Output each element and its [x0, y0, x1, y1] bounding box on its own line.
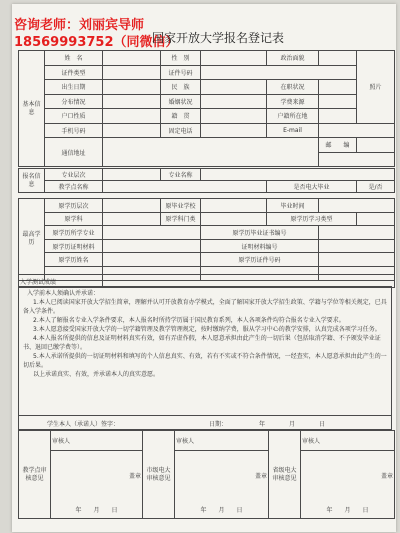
field-prev-major[interactable]	[103, 226, 201, 240]
province-year: 年	[326, 506, 333, 514]
field-prev-cert-no[interactable]	[319, 226, 395, 240]
label-prev-school: 原毕业学校	[161, 199, 201, 213]
center-date	[51, 501, 143, 519]
label-prev-subject: 原学科	[45, 212, 103, 226]
field-employed[interactable]	[319, 80, 357, 95]
label-id-type: 证件类型	[45, 65, 103, 80]
label-prev-study-type: 原学历学习类型	[267, 212, 357, 226]
field-major[interactable]	[201, 169, 395, 181]
province-reviewer[interactable]: 审核人	[301, 431, 395, 451]
apply-info-table	[18, 168, 395, 193]
label-address: 通信地址	[45, 138, 103, 167]
field-dist[interactable]	[103, 94, 161, 109]
notes-item-2: 2.本人了解报名专业入学条件要求，本人报名时所持学历属于国民教育系列，本人各项条件均符合报名专业入学要求。	[33, 317, 345, 324]
field-blank[interactable]	[319, 152, 395, 167]
label-dist: 分布情况	[45, 94, 103, 109]
center-month: 月	[93, 506, 100, 514]
center-year: 年	[75, 506, 82, 514]
center-day: 日	[111, 506, 118, 514]
notes-item-6: 以上承诺真实、有效，并承诺本人的真实意愿。	[33, 371, 160, 378]
field-is-ouc-grad[interactable]: 是/否	[357, 181, 395, 193]
registration-form-paper	[12, 4, 396, 532]
label-prev-category: 原学科门类	[161, 212, 201, 226]
province-day: 日	[362, 506, 369, 514]
watermark-consultant: 咨询老师：刘丽宾导师	[14, 18, 145, 33]
city-reviewer[interactable]: 审核人	[175, 431, 269, 451]
label-ethnicity: 民 族	[161, 80, 201, 95]
field-study-center[interactable]	[103, 181, 267, 193]
field-prev-level[interactable]	[103, 199, 161, 213]
label-email: E-mail	[267, 123, 319, 138]
form-title: 国家开放大学报名登记表	[152, 31, 285, 45]
city-seal: 盖章	[175, 451, 269, 501]
field-email[interactable]	[319, 123, 395, 138]
notes-item-5: 5.本人承诺所提供的一切证明材料和填写的个人信息真实、有效，若有不实或不符合条件情况，一经查实，本人愿意承担由此产生的一切后果。	[23, 353, 387, 369]
label-entrance-score: 入学测试成绩	[19, 275, 103, 288]
education-table	[18, 198, 395, 281]
label-grad-time: 毕业时间	[267, 199, 319, 213]
field-politics[interactable]	[319, 51, 357, 66]
label-politics: 政治面貌	[267, 51, 319, 66]
review-table	[18, 430, 395, 519]
label-level: 专业层次	[45, 169, 103, 181]
section-apply-info: 报名信息	[19, 169, 45, 193]
field-prev-subject[interactable]	[103, 212, 161, 226]
province-seal: 盖章	[301, 451, 395, 501]
notes-item-4: 4.本人报名所提供的信息及证明材料真实有效，如有弄虚作假，本人愿意承担由此产生的一切后果（包括取消学籍、不予颁发毕业证书、退回已缴学费等）。	[23, 335, 381, 351]
field-name[interactable]	[103, 51, 161, 66]
label-prev-major: 原学历所学专业	[45, 226, 103, 240]
label-proof-no: 证明材料编号	[201, 239, 319, 253]
field-ethnicity[interactable]	[201, 80, 267, 95]
field-prev-category[interactable]	[201, 212, 267, 226]
field-id-type[interactable]	[103, 65, 161, 80]
label-is-ouc-grad: 是否电大毕业	[267, 181, 357, 193]
section-edu-info: 最高学历	[19, 199, 45, 281]
signature-year: 年	[259, 421, 266, 428]
signature-day: 日	[319, 421, 326, 428]
basic-info-table	[18, 50, 395, 167]
field-gender[interactable]	[201, 51, 267, 66]
label-center-review: 教学点审核意见	[19, 431, 51, 519]
label-city-review: 市级电大审核意见	[143, 431, 175, 519]
field-prev-school[interactable]	[201, 199, 267, 213]
center-seal: 盖章	[51, 451, 143, 501]
commitment-notes	[18, 286, 392, 416]
label-prev-cert-no: 原学历毕业证书编号	[201, 226, 319, 240]
label-study-center: 教学点名称	[45, 181, 103, 193]
city-year: 年	[200, 506, 207, 514]
label-major: 专业名称	[161, 169, 201, 181]
field-student-source[interactable]	[319, 94, 357, 109]
signature-row	[18, 416, 392, 430]
city-month: 月	[218, 506, 225, 514]
field-hukou[interactable]	[103, 109, 161, 124]
signature-label: 学生本人（承诺人）签字：	[47, 421, 120, 428]
label-marital: 婚姻状况	[161, 94, 201, 109]
section-basic-info: 基本信息	[19, 51, 45, 167]
city-date	[175, 501, 269, 519]
photo-box[interactable]: 照片	[357, 51, 395, 124]
watermark-phone: 18569993752（同微信）	[14, 35, 179, 50]
label-mobile: 手机号码	[45, 123, 103, 138]
signature-month: 月	[289, 421, 296, 428]
label-prev-proof: 原学历证明材料	[45, 239, 103, 253]
center-reviewer[interactable]: 审核人	[51, 431, 143, 451]
label-prev-cert-id: 原学历证件号码	[201, 253, 319, 267]
label-gender: 性 别	[161, 51, 201, 66]
city-day: 日	[236, 506, 243, 514]
label-prev-level: 原学历层次	[45, 199, 103, 213]
field-birth-date[interactable]	[103, 80, 161, 95]
label-postcode: 邮 编	[319, 138, 357, 153]
label-id-number: 证件号码	[161, 65, 201, 80]
field-id-number[interactable]	[201, 65, 357, 80]
label-phone: 固定电话	[161, 123, 201, 138]
field-mobile[interactable]	[103, 123, 161, 138]
label-hukou: 户口性质	[45, 109, 103, 124]
field-proof-no[interactable]	[319, 239, 395, 253]
notes-header: 入学前本人须确认并承诺：	[27, 290, 100, 297]
field-address[interactable]	[103, 138, 319, 167]
label-prev-name: 原学历姓名	[45, 253, 103, 267]
field-hukou-location[interactable]	[319, 109, 357, 124]
label-hukou-location: 户籍所在地	[267, 109, 319, 124]
label-name: 姓 名	[45, 51, 103, 66]
field-phone[interactable]	[201, 123, 267, 138]
signature-date-label: 日期：	[209, 421, 228, 428]
label-birth-date: 出生日期	[45, 80, 103, 95]
field-prev-name[interactable]	[103, 253, 201, 267]
field-level[interactable]	[103, 169, 161, 181]
label-student-source: 学费来源	[267, 94, 319, 109]
field-native-place[interactable]	[201, 109, 267, 124]
province-date	[301, 501, 395, 519]
label-employed: 在职状况	[267, 80, 319, 95]
field-postcode[interactable]	[357, 138, 395, 153]
label-native-place: 籍 贯	[161, 109, 201, 124]
field-marital[interactable]	[201, 94, 267, 109]
field-prev-proof[interactable]	[103, 239, 201, 253]
field-grad-time[interactable]	[319, 199, 395, 213]
label-province-review: 省级电大审核意见	[269, 431, 301, 519]
field-prev-study-type[interactable]	[357, 212, 395, 226]
notes-item-3: 3.本人愿意接受国家开放大学的一切学籍管理及教学管理规定，按时缴纳学费，服从学习中心的教学安排，认真完成各项学习任务。	[33, 326, 381, 333]
province-month: 月	[344, 506, 351, 514]
field-prev-cert-id[interactable]	[319, 253, 395, 267]
notes-item-1: 1.本人已阅读国家开放大学招生简章，理解并认可开放教育办学模式，全面了解国家开放大学招生政策、学籍与学位等相关规定，已具备入学条件。	[23, 299, 387, 315]
